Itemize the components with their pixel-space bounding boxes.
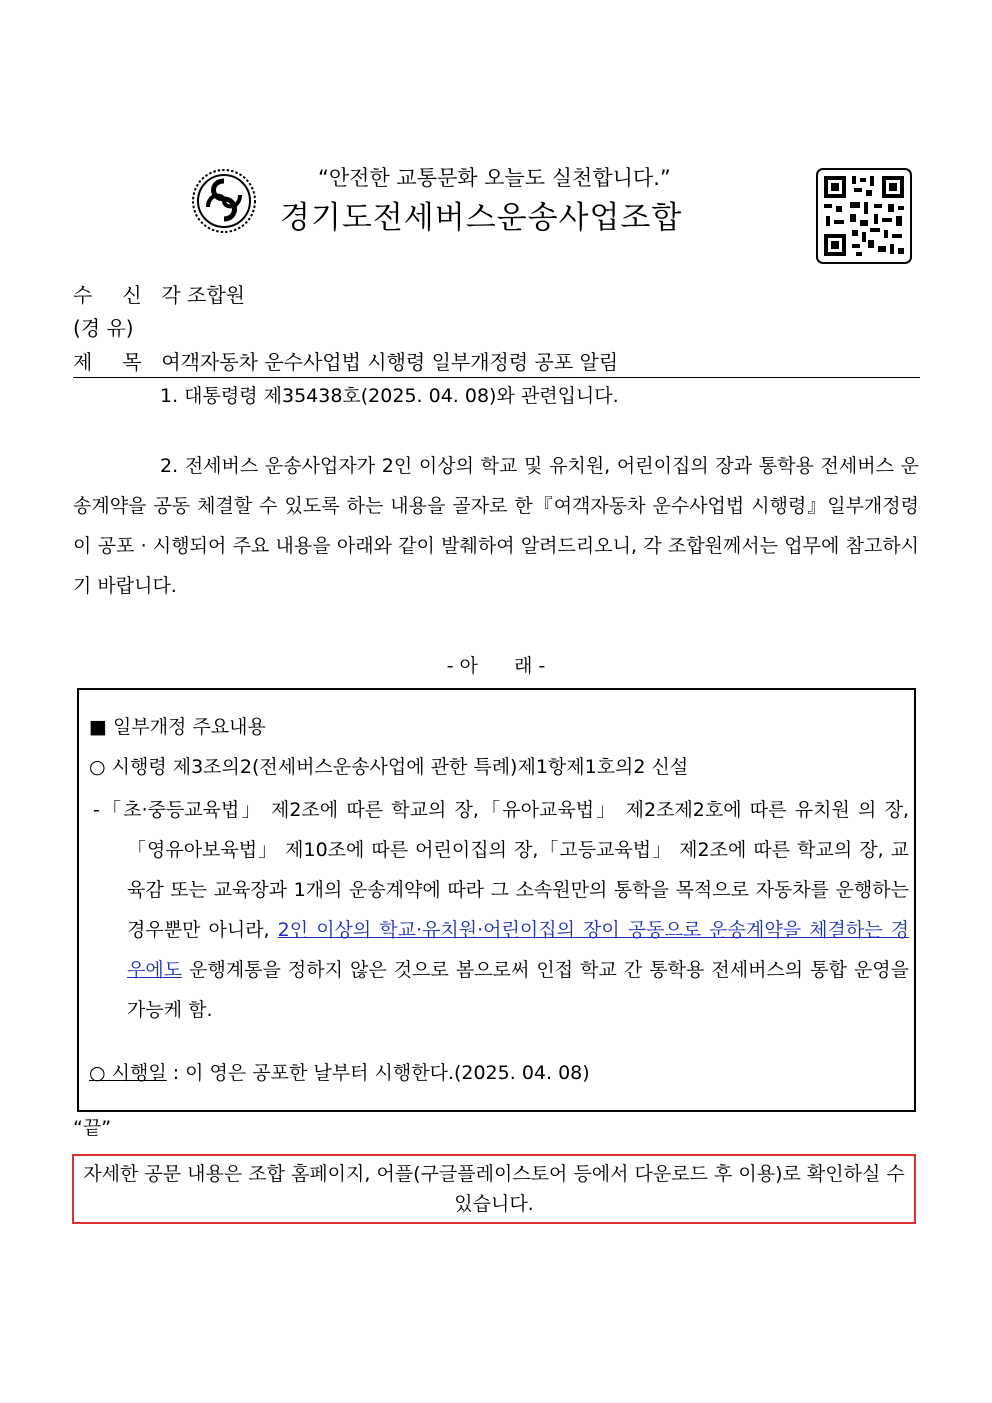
effective-label: ○ 시행일: [89, 1062, 167, 1084]
recipient-value: 각 조합원: [161, 283, 245, 307]
box-heading: ■ 일부개정 주요내용: [89, 716, 266, 738]
end-mark: “끝”: [73, 1117, 112, 1139]
detail-suffix: 운행계통을 정하지 않은 것으로 봄으로써 인접 학교 간 통학용 전세버스의 통합 운영을 가능케 함.: [127, 959, 909, 1021]
content-box: [77, 688, 916, 1112]
detail-highlight: 2인 이상의 학교·유치원·어린이집의 장이 공동으로 운송계약을 체결하는 경우에도: [127, 919, 909, 981]
slogan: “안전한 교통문화 오늘도 실천합니다.”: [318, 166, 671, 190]
paragraph-2: [73, 446, 919, 606]
recipient-row: [73, 279, 245, 308]
recipient-label-2: 신: [122, 283, 142, 307]
recipient-label-1: 수: [73, 283, 93, 307]
subject-label-1: 제: [73, 350, 93, 374]
notice-title: - 아 래 -: [446, 655, 546, 677]
amendment-detail: [93, 790, 909, 1030]
effective-date-row: [89, 1058, 590, 1085]
subject-value: 여객자동차 운수사업법 시행령 일부개정령 공포 알림: [161, 350, 619, 374]
homepage-notice: 자세한 공문 내용은 조합 홈페이지, 어플(구글플레이스토어 등에서 다운로드 후 이용)로 확인하실 수 있습니다.: [72, 1154, 916, 1224]
subject-row: [73, 346, 920, 378]
qr-code-icon[interactable]: [816, 168, 912, 264]
effective-value: : 이 영은 공포한 날부터 시행한다.(2025. 04. 08): [166, 1062, 590, 1084]
amendment-heading: ○ 시행령 제3조의2(전세버스운송사업에 관한 특례)제1항제1호의2 신설: [89, 756, 689, 778]
paragraph-1: 1. 대통령령 제35438호(2025. 04. 08)와 관련입니다.: [160, 385, 619, 407]
union-emblem-icon: [190, 167, 258, 235]
organization-name: 경기도전세버스운송사업조합: [280, 200, 683, 236]
detail-prefix: -「초·중등교육법」 제2조에 따른 학교의 장,「유아교육법」 제2조제2호에 따른 유치원 의 장,「영유아보육법」 제10조에 따른 어린이집의 장,「고등교육법」 제2조에 따른 학교의 장, 교육감 또는 교육장과 1개의 운송계약에 따라 그 소속원만의 통학을 목적으로 자동차를 운행하는 경우뿐만 아니라,: [93, 799, 909, 941]
subject-label-2: 목: [122, 350, 142, 374]
via-label: (경 유): [73, 316, 134, 340]
paragraph-2-text: 2. 전세버스 운송사업자가 2인 이상의 학교 및 유치원, 어린이집의 장과 통학용 전세버스 운송계약을 공동 체결할 수 있도록 하는 내용을 골자로 한『여객자동차 운수사업법 시행령』일부개정령이 공포 · 시행되어 주요 내용을 아래와 같이 발췌하여 알려드리오니, 각 조합원께서는 업무에 참고하시기 바랍니다.: [73, 455, 919, 597]
